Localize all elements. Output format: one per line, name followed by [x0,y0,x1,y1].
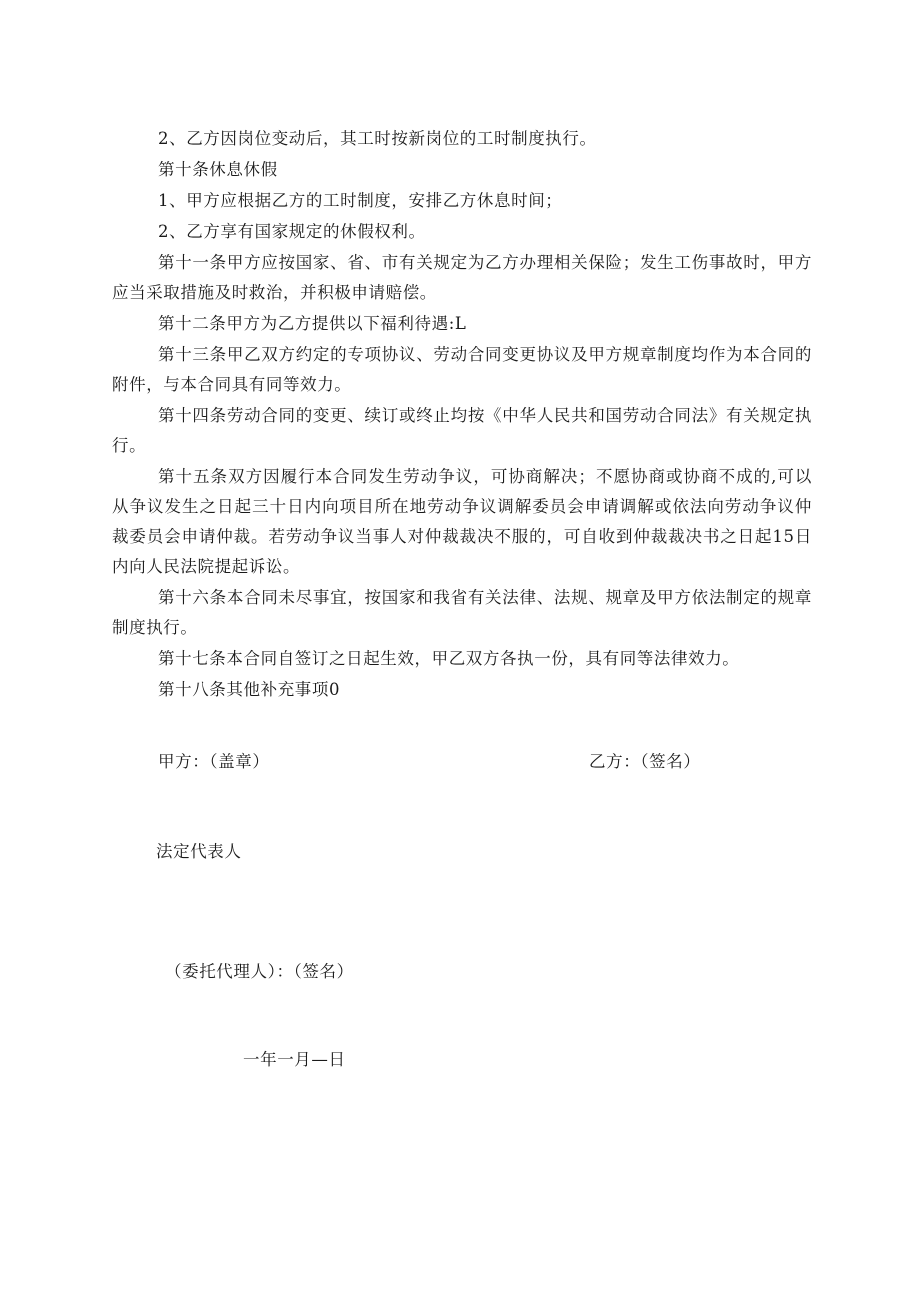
clause-item: 2、乙方享有国家规定的休假权利。 [158,222,426,241]
clause-insurance: 第十一条甲方应按国家、省、市有关规定为乙方办理相关保险；发生工伤事故时，甲方应当采取措施及时救治，并积极申请赔偿。 [112,253,812,302]
clause-heading-rest-leave: 第十条休息休假 [158,160,278,179]
party-b-signature-line: 乙方：（签名） [589,752,701,771]
clause-changes: 第十四条劳动合同的变更、续订或终止均按《中华人民共和国劳动合同法》有关规定执行。 [112,406,812,455]
clause-attachments: 第十三条甲乙双方约定的专项协议、劳动合同变更协议及甲方规章制度均作为本合同的附件，与本合同具有同等效力。 [112,345,812,394]
contract-clauses [112,124,812,706]
clause-item: 2、乙方因岗位变动后，其工时按新岗位的工时制度执行。 [158,129,597,148]
clause-disputes: 第十五条双方因履行本合同发生劳动争议，可协商解决；不愿协商或协商不成的,可以从争议发生之日起三十日内向项目所在地劳动争议调解委员会申请调解或依法向劳动争议仲裁委员会申请仲裁。若劳动争议当事人对仲裁裁决不服的，可自收到仲裁裁决书之日起15日内向人民法院提起诉讼。 [112,467,812,576]
clause-benefits: 第十二条甲方为乙方提供以下福利待遇:L [158,314,467,333]
clause-unresolved-matters: 第十六条本合同未尽事宜，按国家和我省有关法律、法规、规章及甲方依法制定的规章制度执行。 [112,588,812,637]
signing-date-line: 一年一月—日 [243,1050,346,1069]
clause-item: 1、甲方应根据乙方的工时制度，安排乙方休息时间； [158,191,563,210]
authorized-agent-signature-line: （委托代理人）：（签名） [165,962,354,981]
clause-effectiveness: 第十七条本合同自签订之日起生效，甲乙双方各执一份，具有同等法律效力。 [158,649,740,668]
party-a-seal-line: 甲方：（盖章） [158,752,270,771]
clause-supplementary: 第十八条其他补充事项0 [158,680,341,699]
legal-representative-label: 法定代表人 [156,842,242,861]
